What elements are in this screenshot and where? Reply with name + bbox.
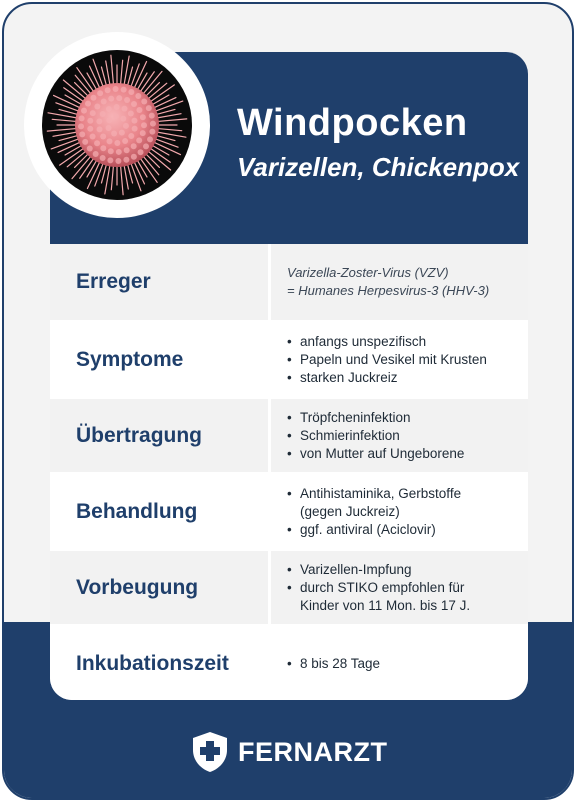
- page-subtitle: Varizellen, Chickenpox: [237, 152, 520, 182]
- row-value: [271, 551, 528, 624]
- table-row-symptome: [50, 323, 528, 396]
- page-title: Windpocken: [237, 102, 468, 144]
- row-value: [271, 627, 528, 700]
- row-label: Symptome: [50, 323, 268, 396]
- shield-cross-icon: [190, 730, 230, 774]
- row-value: [271, 475, 528, 548]
- list-item: • starken Juckreiz: [287, 369, 520, 387]
- list-item: • anfangs unspezifisch: [287, 333, 520, 351]
- row-label: Behandlung: [50, 475, 268, 548]
- table-row-behandlung: [50, 475, 528, 548]
- list-item: • ggf. antiviral (Aciclovir): [287, 521, 477, 539]
- brand-logo: [190, 730, 387, 774]
- table-row-uebertragung: [50, 399, 528, 472]
- table-row-inkubationszeit: [50, 627, 528, 700]
- list-item: • 8 bis 28 Tage: [287, 655, 520, 673]
- info-card: [2, 2, 574, 800]
- list-item: • Schmierinfektion: [287, 427, 520, 445]
- pathogen-alias: = Humanes Herpesvirus-3 (HHV-3): [287, 283, 490, 298]
- row-label: Inkubationszeit: [50, 627, 268, 700]
- list-item: • durch STIKO empfohlen für Kinder von 11 Mon. bis 17 J.: [287, 579, 487, 615]
- info-table: [50, 244, 528, 700]
- row-label: Übertragung: [50, 399, 268, 472]
- pathogen-name: Varizella-Zoster-Virus (VZV): [287, 265, 449, 280]
- table-row-erreger: [50, 244, 528, 320]
- row-label: Vorbeugung: [50, 551, 268, 624]
- row-value: [271, 323, 528, 396]
- virus-icon: [42, 50, 192, 200]
- list-item: • Tröpfcheninfektion: [287, 409, 520, 427]
- row-label: Erreger: [50, 244, 268, 320]
- brand-name: FERNARZT: [238, 736, 388, 767]
- row-value: [271, 399, 528, 472]
- list-item: • Antihistaminika, Gerbstoffe (gegen Juckreiz): [287, 485, 477, 521]
- list-item: • von Mutter auf Ungeborene: [287, 445, 520, 463]
- list-item: • Varizellen-Impfung: [287, 561, 487, 579]
- list-item: • Papeln und Vesikel mit Krusten: [287, 351, 520, 369]
- virus-image: [42, 50, 192, 200]
- row-value: [271, 244, 528, 320]
- table-row-vorbeugung: [50, 551, 528, 624]
